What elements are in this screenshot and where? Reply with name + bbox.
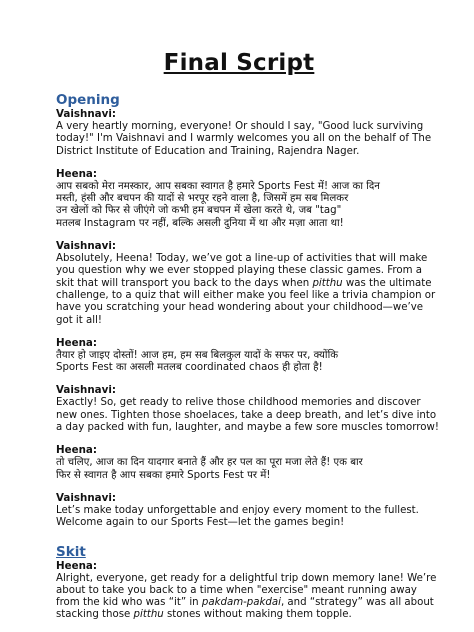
dialogue-line: skit that will transport you back to the days when pitthu was the ultimate bbox=[56, 277, 432, 289]
dialogue-block bbox=[56, 240, 436, 327]
section-heading-skit: Skit bbox=[56, 543, 86, 560]
dialogue-line: तैयार हो जाइए दोस्तों! आज हम, हम सब बिलकुल यादों के सफर पर, क्योंकि bbox=[56, 349, 339, 361]
dialogue-line: Absolutely, Heena! Today, we’ve got a line-up of activities that will make bbox=[56, 253, 428, 265]
dialogue-line: तो चलिए, आज का दिन यादगार बनाते हैं और हर पल का पूरा मजा लेते हैं! एक बार bbox=[56, 457, 363, 469]
dialogue-line: have you scratching your head wondering about your childhood—we’ve bbox=[56, 302, 424, 314]
dialogue-line: new ones. Tighten those shoelaces, take a deep breath, and let’s dive into bbox=[56, 409, 437, 421]
speaker-name: Vaishnavi: bbox=[56, 240, 116, 253]
dialogue-line: about to take you back to a time when "exercise" meant running away bbox=[56, 584, 417, 596]
speaker-name: Heena: bbox=[56, 336, 97, 349]
speaker-name: Vaishnavi: bbox=[56, 108, 116, 120]
dialogue-block bbox=[56, 444, 422, 482]
dialogue-line: Welcome again to our Sports Fest—let the games begin! bbox=[56, 517, 345, 529]
speaker-name: Vaishnavi: bbox=[56, 491, 116, 504]
dialogue-line: फिर से स्वागत है आप सबका हमारे Sports Fest पर में! bbox=[56, 469, 271, 481]
dialogue-block bbox=[56, 492, 422, 530]
section-heading-opening: Opening bbox=[56, 92, 120, 108]
dialogue-line: from the kid who was “it” in pakdam-pakdai, and “strategy” was all about bbox=[56, 597, 434, 609]
dialogue-line: challenge, to a quiz that will either make you feel like a trivia champion or bbox=[56, 289, 436, 301]
speaker-name: Vaishnavi: bbox=[56, 384, 116, 397]
dialogue-block bbox=[56, 108, 432, 158]
dialogue-line: Let’s make today unforgettable and enjoy every moment to the fullest. bbox=[56, 504, 419, 516]
dialogue-line: Exactly! So, get ready to relive those childhood memories and discover bbox=[56, 397, 421, 409]
dialogue-line: stacking those pitthu stones without making them topple. bbox=[56, 609, 352, 621]
dialogue-line: got it all! bbox=[56, 314, 102, 326]
dialogue-line: District Institute of Education and Training, Rajendra Nager. bbox=[56, 145, 360, 157]
dialogue-line: a day packed with fun, laughter, and maybe a few sore muscles tomorrow! bbox=[56, 422, 439, 434]
dialogue-line: A very heartly morning, everyone! Or should I say, "Good luck surviving bbox=[56, 121, 424, 132]
opening-section-body bbox=[56, 108, 439, 530]
document-title: Final Script bbox=[163, 50, 315, 76]
dialogue-line: you question why we ever stopped playing these classic games. From a bbox=[56, 265, 422, 277]
skit-section-body bbox=[56, 559, 437, 622]
dialogue-line: today!" I'm Vaishnavi and I warmly welcomes you all on the behalf of The bbox=[56, 133, 432, 145]
dialogue-block bbox=[56, 337, 422, 375]
dialogue-line: मस्ती, हंसी और बचपन की यादों से भरपूर रहने वाला है, जिसमें हम सब मिलकर bbox=[56, 193, 349, 205]
dialogue-line: Alright, everyone, get ready for a delightful trip down memory lane! We’re bbox=[56, 572, 437, 584]
speaker-name: Heena: bbox=[56, 167, 97, 180]
dialogue-line: मतलब Instagram पर नहीं, बल्कि असली दुनिया में था और मज़ा आता था! bbox=[56, 217, 344, 229]
dialogue-line: उन खेलों को फिर से जीएंगे जो कभी हम बचपन में खेला करते थे, जब "tag" bbox=[56, 205, 342, 217]
dialogue-line: आप सबको मेरा नमस्कार, आप सबका स्वागत है हमारे Sports Fest में! आज का दिन bbox=[56, 180, 380, 192]
speaker-name: Heena: bbox=[56, 444, 97, 457]
dialogue-block bbox=[56, 559, 437, 622]
speaker-name: Heena: bbox=[56, 559, 97, 572]
dialogue-block bbox=[56, 168, 422, 230]
dialogue-block bbox=[56, 384, 439, 434]
dialogue-line: Sports Fest का असली मतलब coordinated chaos ही होता है! bbox=[56, 362, 323, 374]
